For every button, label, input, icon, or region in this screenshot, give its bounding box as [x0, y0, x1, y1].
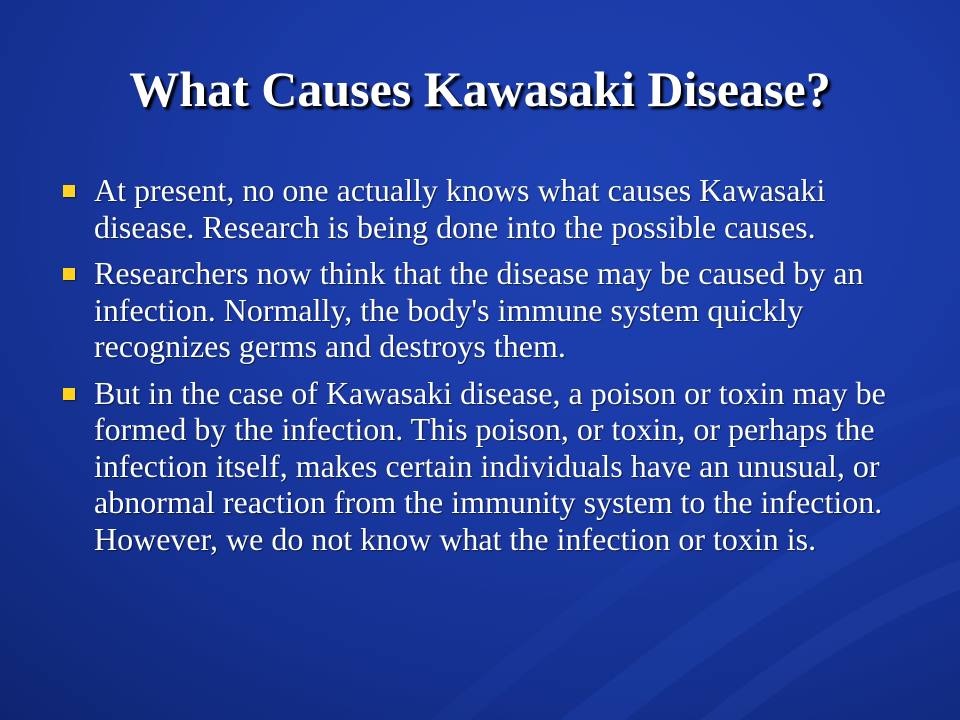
bullet-item: [62, 375, 912, 558]
bullet-text: But in the case of Kawasaki disease, a poison or toxin may be formed by the infection. This poison, or toxin, or perhaps the infection itself, makes certain individuals have an unusual, or abnormal reaction from the immunity system to the infection. However, we do not know what the infection or toxin is.: [94, 374, 886, 557]
bullet-list: [62, 172, 912, 567]
square-bullet-icon: [63, 268, 75, 280]
bullet-text: At present, no one actually knows what causes Kawasaki disease. Research is being done into the possible causes.: [94, 172, 826, 245]
square-bullet-icon: [63, 388, 75, 400]
square-bullet-icon: [63, 185, 75, 197]
bullet-item: [62, 255, 912, 365]
bullet-text: Researchers now think that the disease may be caused by an infection. Normally, the body's immune system quickly recognizes germs and destroys them.: [94, 255, 864, 364]
slide-title: What Causes Kawasaki Disease?: [129, 61, 831, 117]
bullet-item: [62, 172, 912, 245]
